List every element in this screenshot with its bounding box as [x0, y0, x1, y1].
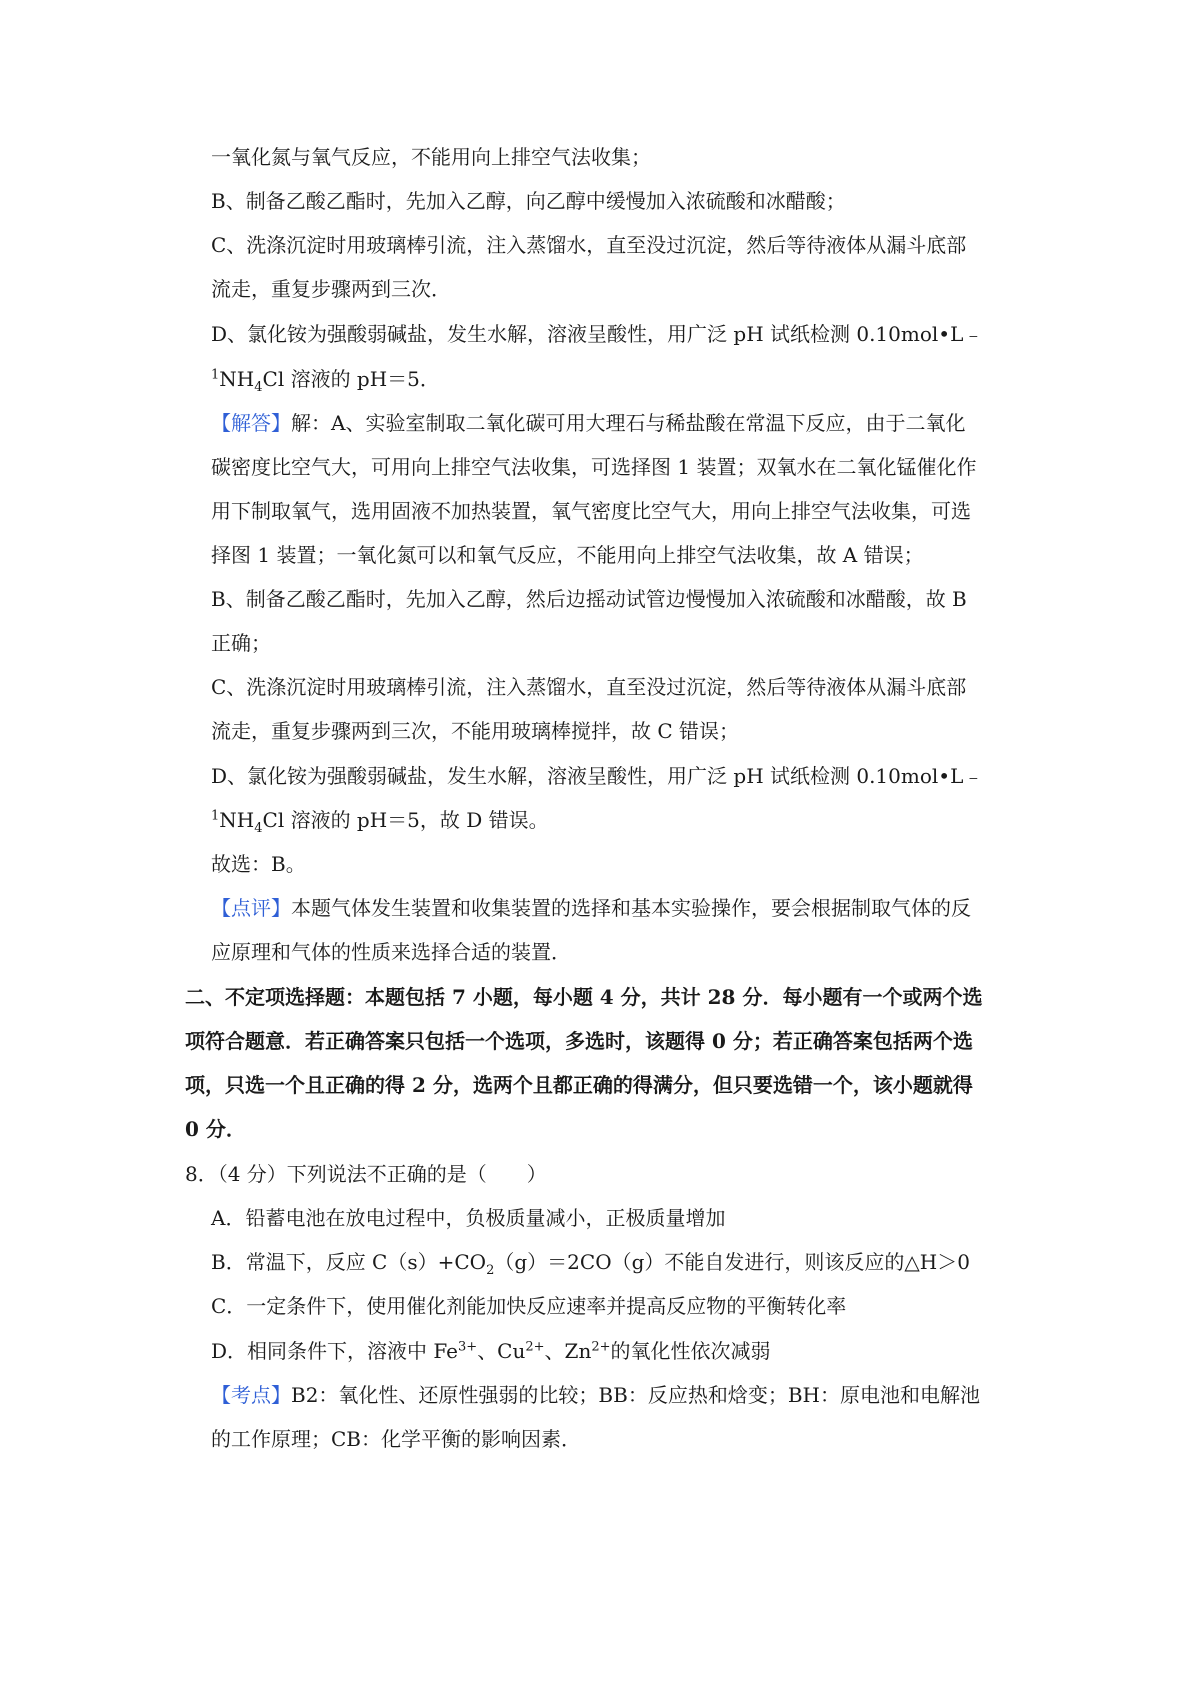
q8-kaodian-line-2: 的工作原理；CB：化学平衡的影响因素． [211, 1427, 581, 1451]
q8-option-b: B．常温下，反应 $C(s)+CO_2(g)=2CO(g)$不能自发进行，则该反应的△H＞0 [211, 1250, 970, 1278]
prev-line-6: $^1NH_4Cl$ 溶液的 pH＝5． [211, 367, 440, 395]
solution-line-1: 【解答】解：A、实验室制取二氧化碳可用大理石与稀盐酸在常温下反应，由于二氧化 [211, 411, 966, 435]
comment-line-1: 【点评】本题气体发生装置和收集装置的选择和基本实验操作，要会根据制取气体的反 [211, 896, 971, 920]
kaodian-tag: 【考点】 [211, 1383, 291, 1407]
solution-line-8: 流走，重复步骤两到三次，不能用玻璃棒搅拌，故 C 错误； [211, 719, 740, 743]
q8-option-c: C．一定条件下，使用催化剂能加快反应速率并提高反应物的平衡转化率 [211, 1294, 847, 1318]
comment-tag: 【点评】 [211, 896, 291, 920]
solution-line-7: C、洗涤沉淀时用玻璃棒引流，注入蒸馏水，直至没过沉淀，然后等待液体从漏斗底部 [211, 675, 967, 699]
solution-line-9: D、氯化铵为强酸弱碱盐，发生水解，溶液呈酸性，用广泛 pH 试纸检测 0.10mol•L﹣ [211, 764, 984, 788]
superscript: 1 [211, 808, 220, 824]
q8-stem: 8．（4 分）下列说法不正确的是（ ） [185, 1162, 547, 1186]
section2-line-4: 0 分． [185, 1117, 246, 1141]
subscript: 2 [486, 1263, 495, 1278]
prev-line-1: 一氧化氮与氧气反应，不能用向上排空气法收集； [211, 145, 651, 169]
superscript: 2+ [525, 1339, 545, 1355]
superscript: 2+ [591, 1339, 611, 1355]
solution-line-2: 碳密度比空气大，可用向上排空气法收集，可选择图 1 装置；双氧水在二氧化锰催化作 [211, 455, 977, 479]
subscript: 4 [254, 380, 263, 395]
solution-line-4: 择图 1 装置；一氧化氮可以和氧气反应，不能用向上排空气法收集，故 A 错误； [211, 543, 924, 567]
q8-option-a: A．铅蓄电池在放电过程中，负极质量减小，正极质量增加 [211, 1206, 726, 1230]
section2-line-3: 项，只选一个且正确的得 2 分，选两个且都正确的得满分，但只要选错一个，该小题就得 [185, 1073, 973, 1097]
superscript: 3+ [458, 1339, 478, 1355]
prev-line-2: B、制备乙酸乙酯时，先加入乙醇，向乙醇中缓慢加入浓硫酸和冰醋酸； [211, 189, 846, 213]
q8-option-d: D．相同条件下，溶液中 $Fe^{3+}$、$Cu^{2+}$、$Zn^{2+}$的氧化性依次减弱 [211, 1339, 771, 1363]
prev-line-5: D、氯化铵为强酸弱碱盐，发生水解，溶液呈酸性，用广泛 pH 试纸检测 0.10mol•L﹣ [211, 322, 984, 346]
prev-line-3: C、洗涤沉淀时用玻璃棒引流，注入蒸馏水，直至没过沉淀，然后等待液体从漏斗底部 [211, 233, 967, 257]
solution-line-10: $^1NH_4Cl$ 溶液的 pH＝5，故 D 错误。 [211, 808, 549, 836]
solution-line-6: 正确； [211, 631, 271, 655]
comment-line-2: 应原理和气体的性质来选择合适的装置． [211, 940, 571, 964]
solution-line-3: 用下制取氧气，选用固液不加热装置，氧气密度比空气大，用向上排空气法收集，可选 [211, 499, 971, 523]
prev-line-4: 流走，重复步骤两到三次． [211, 277, 451, 301]
superscript: 1 [211, 367, 220, 383]
section2-line-2: 项符合题意．若正确答案只包括一个选项，多选时，该题得 0 分；若正确答案包括两个选 [185, 1029, 973, 1053]
solution-answer: 故选：B。 [211, 852, 306, 876]
solution-line-5: B、制备乙酸乙酯时，先加入乙醇，然后边摇动试管边慢慢加入浓硫酸和冰醋酸，故 B [211, 587, 967, 611]
section2-line-1: 二、不定项选择题：本题包括 7 小题，每小题 4 分，共计 28 分．每小题有一个或两个选 [185, 985, 983, 1009]
q8-kaodian-line-1: 【考点】B2：氧化性、还原性强弱的比较；BB：反应热和焓变；BH：原电池和电解池 [211, 1383, 980, 1407]
solution-tag: 【解答】 [211, 411, 291, 435]
subscript: 4 [254, 821, 263, 836]
